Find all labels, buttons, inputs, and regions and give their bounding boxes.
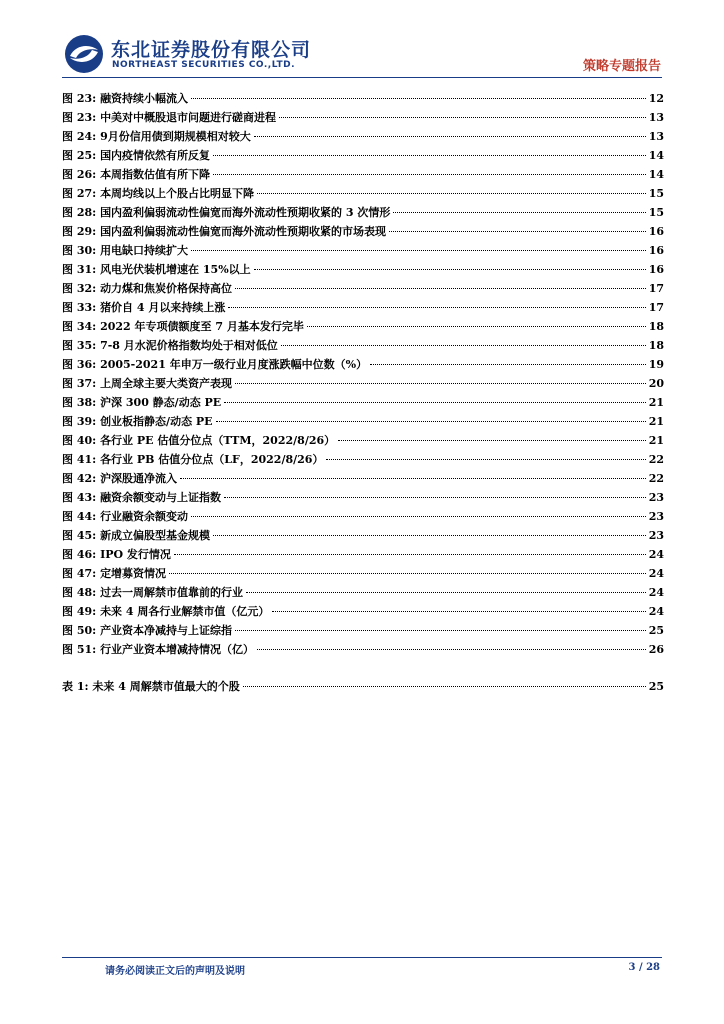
toc-entry-title: 国内疫情依然有所反复: [100, 149, 211, 162]
toc-entry-index: 41:: [76, 453, 97, 466]
toc-entry-prefix: 图: [62, 453, 73, 466]
toc-leader-dots: [213, 521, 646, 536]
toc-leader-dots: [243, 672, 646, 687]
toc-entry-index: 40:: [76, 434, 97, 447]
toc-entry-title: 猪价自 4 月以来持续上涨: [100, 301, 226, 314]
toc-entry-prefix: 图: [62, 548, 73, 561]
toc-leader-dots: [224, 388, 646, 403]
toc-entry-prefix: 图: [62, 567, 73, 580]
toc-entry-title: 国内盈利偏弱流动性偏宽而海外流动性预期收紧的市场表现: [100, 225, 387, 238]
toc-leader-dots: [235, 616, 646, 631]
toc-entry-prefix: 图: [62, 244, 73, 257]
page-header: [0, 0, 724, 80]
toc-leader-dots: [257, 179, 646, 194]
toc-entry-label: [62, 317, 304, 336]
toc-entry-page: 16: [648, 244, 664, 257]
toc-entry-title: 未来 4 周解禁市值最大的个股: [92, 680, 240, 693]
toc-entry-label: [62, 279, 232, 298]
toc-entry-page: 13: [648, 111, 664, 124]
toc-leader-dots: [338, 426, 646, 441]
toc-leader-dots: [213, 160, 646, 175]
toc-entry-label: [62, 108, 276, 127]
toc-entry-title: 沪深 300 静态/动态 PE: [100, 396, 222, 409]
toc-entry-title: 创业板指静态/动态 PE: [100, 415, 213, 428]
toc-entry-page: 23: [648, 491, 664, 504]
toc-entry-prefix: 图: [62, 320, 73, 333]
toc-entry-label: [62, 507, 188, 526]
toc-entry-page: 19: [648, 358, 664, 371]
toc-entry-index: 45:: [76, 529, 97, 542]
toc-entry-label: [62, 241, 188, 260]
toc-entry-label: [62, 184, 254, 203]
toc-entry-title: 未来 4 周各行业解禁市值（亿元）: [100, 605, 270, 618]
toc-entry-prefix: 图: [62, 605, 73, 618]
toc-entry-label: [62, 545, 171, 564]
toc-entry-page: 21: [648, 415, 664, 428]
header-divider: [62, 77, 662, 78]
toc-entry-index: 35:: [76, 339, 97, 352]
toc-leader-dots: [213, 141, 646, 156]
toc-entry-page: 24: [648, 586, 664, 599]
toc-entry-index: 37:: [76, 377, 97, 390]
toc-entry-page: 12: [648, 92, 664, 105]
toc-leader-dots: [254, 255, 646, 270]
toc-entry-page: 26: [648, 643, 664, 656]
toc-leader-dots: [191, 236, 646, 251]
toc-entry-page: 17: [648, 301, 664, 314]
toc-entry-page: 22: [648, 472, 664, 485]
toc-entry-prefix: 图: [62, 643, 73, 656]
toc-leader-dots: [224, 483, 646, 498]
toc-entry-index: 51:: [76, 643, 97, 656]
toc-entry-prefix: 图: [62, 434, 73, 447]
toc-entry-title: 动力煤和焦炭价格保持高位: [100, 282, 233, 295]
toc-entry-index: 23:: [76, 92, 97, 105]
company-logo-icon: [64, 34, 104, 74]
company-name-en: NORTHEAST SECURITIES CO.,LTD.: [112, 60, 295, 70]
toc-entry-page: 14: [648, 149, 664, 162]
toc-entry-label: [62, 677, 240, 696]
toc-entry-prefix: 图: [62, 339, 73, 352]
toc-leader-dots: [254, 122, 646, 137]
toc-entry-index: 32:: [76, 282, 97, 295]
toc-entry-title: 过去一周解禁市值靠前的行业: [100, 586, 244, 599]
toc-entry-label: [62, 374, 232, 393]
toc-entry-label: [62, 431, 335, 450]
toc-entry-index: 39:: [76, 415, 97, 428]
toc-entry-prefix: 图: [62, 206, 73, 219]
toc-entry-prefix: 图: [62, 472, 73, 485]
toc-entry-title: 9月份信用债到期规模相对较大: [100, 130, 251, 143]
toc-entry-index: 30:: [76, 244, 97, 257]
toc-leader-dots: [393, 198, 645, 213]
toc-entry-prefix: 图: [62, 624, 73, 637]
toc-entry-index: 44:: [76, 510, 97, 523]
toc-entry-label: [62, 146, 210, 165]
toc-entry-title: 风电光伏装机增速在 15%以上: [100, 263, 251, 276]
toc-entry-prefix: 图: [62, 415, 73, 428]
toc-entry-label: [62, 393, 221, 412]
toc-entry-index: 38:: [76, 396, 97, 409]
toc-entry-label: [62, 89, 188, 108]
toc-entry-page: 25: [648, 680, 664, 693]
toc-entry-title: 各行业 PB 估值分位点（LF，2022/8/26）: [100, 453, 324, 466]
figure-list: [62, 87, 664, 657]
toc-leader-dots: [272, 597, 645, 612]
toc-entry-prefix: 图: [62, 130, 73, 143]
report-type-label: 策略专题报告: [582, 59, 661, 74]
toc-entry-prefix: 图: [62, 168, 73, 181]
toc-entry-label: [62, 260, 251, 279]
toc-entry[interactable]: [62, 675, 664, 694]
toc-entry-page: 18: [648, 339, 664, 352]
toc-entry-title: 7-8 月水泥价格指数均处于相对低位: [100, 339, 278, 352]
toc-entry-title: 本周均线以上个股占比明显下降: [100, 187, 255, 200]
toc-entry-page: 18: [648, 320, 664, 333]
toc-leader-dots: [279, 103, 646, 118]
toc-entry-index: 47:: [76, 567, 97, 580]
toc-entry-title: 2022 年专项债额度至 7 月基本发行完毕: [100, 320, 304, 333]
toc-entry-index: 27:: [76, 187, 97, 200]
toc-entry-title: 各行业 PE 估值分位点（TTM，2022/8/26）: [100, 434, 336, 447]
toc-entry-page: 20: [648, 377, 664, 390]
page-number: 3 / 28: [628, 962, 660, 973]
toc-entry-title: IPO 发行情况: [100, 548, 171, 561]
toc-entry-index: 23:: [76, 111, 97, 124]
toc-entry-page: 22: [648, 453, 664, 466]
toc-entry-prefix: 图: [62, 510, 73, 523]
toc-leader-dots: [191, 84, 646, 99]
toc-entry-title: 行业融资余额变动: [100, 510, 189, 523]
toc-entry-label: [62, 640, 254, 659]
toc-entry-page: 24: [648, 548, 664, 561]
toc-leader-dots: [370, 350, 646, 365]
toc-leader-dots: [326, 445, 645, 460]
toc-entry-page: 16: [648, 225, 664, 238]
toc-entry-prefix: 图: [62, 586, 73, 599]
toc-entry-prefix: 图: [62, 111, 73, 124]
toc-leader-dots: [257, 635, 646, 650]
toc-entry-title: 国内盈利偏弱流动性偏宽而海外流动性预期收紧的 3 次情形: [100, 206, 391, 219]
toc-leader-dots: [174, 540, 646, 555]
toc-entry-label: [62, 564, 166, 583]
toc-entry-title: 产业资本净减持与上证综指: [100, 624, 233, 637]
table-list: [62, 675, 664, 694]
toc-entry-title: 用电缺口持续扩大: [100, 244, 189, 257]
toc-entry-index: 46:: [76, 548, 97, 561]
toc-leader-dots: [191, 502, 646, 517]
toc-entry-label: [62, 336, 278, 355]
toc-entry-index: 43:: [76, 491, 97, 504]
disclaimer-note: 请务必阅读正文后的声明及说明: [105, 966, 245, 977]
toc-entry-index: 1:: [76, 680, 89, 693]
toc-entry-index: 28:: [76, 206, 97, 219]
toc-leader-dots: [235, 369, 646, 384]
toc-entry-prefix: 图: [62, 396, 73, 409]
toc-entry-page: 24: [648, 605, 664, 618]
toc-entry-label: [62, 621, 232, 640]
footer-divider: [62, 957, 662, 958]
toc-leader-dots: [228, 293, 645, 308]
toc-leader-dots: [169, 559, 646, 574]
toc-entry-prefix: 图: [62, 529, 73, 542]
toc-entry-title: 新成立偏股型基金规模: [100, 529, 211, 542]
toc-entry-prefix: 图: [62, 282, 73, 295]
toc-entry-page: 24: [648, 567, 664, 580]
toc-entry-label: [62, 203, 390, 222]
toc-entry[interactable]: [62, 638, 664, 657]
toc-entry-title: 定增募资情况: [100, 567, 167, 580]
toc-entry-index: 33:: [76, 301, 97, 314]
toc-entry-page: 15: [648, 206, 664, 219]
toc-entry-title: 2005-2021 年申万一级行业月度涨跌幅中位数（%）: [100, 358, 368, 371]
toc-entry-index: 42:: [76, 472, 97, 485]
toc-entry-index: 50:: [76, 624, 97, 637]
toc-entry-label: [62, 583, 243, 602]
toc-entry-title: 融资余额变动与上证指数: [100, 491, 222, 504]
toc-entry-page: 21: [648, 434, 664, 447]
toc-entry-title: 行业产业资本增减持情况（亿）: [100, 643, 255, 656]
toc-leader-dots: [389, 217, 646, 232]
toc-entry-title: 本周指数估值有所下降: [100, 168, 211, 181]
toc-leader-dots: [281, 331, 646, 346]
toc-entry-index: 49:: [76, 605, 97, 618]
toc-entry-prefix: 图: [62, 491, 73, 504]
toc-entry-prefix: 表: [62, 680, 73, 693]
toc-entry-prefix: 图: [62, 358, 73, 371]
toc-entry-prefix: 图: [62, 377, 73, 390]
toc-entry-prefix: 图: [62, 301, 73, 314]
toc-leader-dots: [246, 578, 646, 593]
toc-entry-page: 15: [648, 187, 664, 200]
toc-entry-label: [62, 469, 177, 488]
toc-entry-page: 23: [648, 529, 664, 542]
toc-entry-page: 16: [648, 263, 664, 276]
toc-leader-dots: [180, 464, 646, 479]
toc-entry-title: 上周全球主要大类资产表现: [100, 377, 233, 390]
toc-entry-page: 23: [648, 510, 664, 523]
toc-entry-title: 中美对中概股退市问题进行磋商进程: [100, 111, 277, 124]
toc-entry-page: 17: [648, 282, 664, 295]
toc-entry-prefix: 图: [62, 92, 73, 105]
toc-entry-index: 36:: [76, 358, 97, 371]
toc-entry-label: [62, 165, 210, 184]
company-name-cn: 东北证券股份有限公司: [111, 39, 312, 61]
toc-entry-prefix: 图: [62, 263, 73, 276]
toc-entry-index: 26:: [76, 168, 97, 181]
toc-entry-index: 25:: [76, 149, 97, 162]
toc-entry-index: 48:: [76, 586, 97, 599]
toc-entry-prefix: 图: [62, 187, 73, 200]
toc-leader-dots: [216, 407, 646, 422]
toc-entry-index: 24:: [76, 130, 97, 143]
toc-entry-title: 沪深股通净流入: [100, 472, 178, 485]
toc-entry-prefix: 图: [62, 149, 73, 162]
toc-entry-page: 21: [648, 396, 664, 409]
toc-leader-dots: [235, 274, 646, 289]
toc-entry-page: 14: [648, 168, 664, 181]
toc-entry-page: 25: [648, 624, 664, 637]
toc-entry-index: 29:: [76, 225, 97, 238]
toc-leader-dots: [307, 312, 646, 327]
toc-entry-page: 13: [648, 130, 664, 143]
toc-entry-title: 融资持续小幅流入: [100, 92, 189, 105]
toc-entry-label: [62, 412, 213, 431]
toc-entry-label: [62, 298, 225, 317]
toc-entry-prefix: 图: [62, 225, 73, 238]
toc-entry-index: 31:: [76, 263, 97, 276]
toc-entry-index: 34:: [76, 320, 97, 333]
